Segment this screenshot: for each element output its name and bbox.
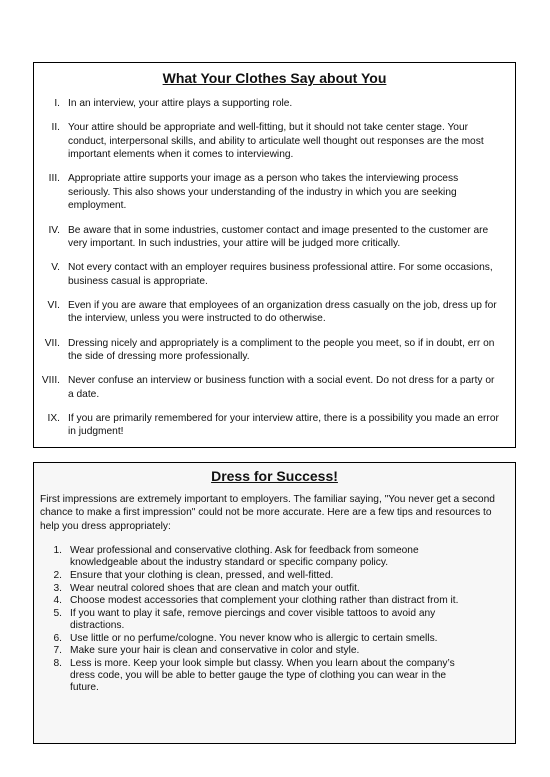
dress-section-title: Dress for Success! — [211, 468, 338, 484]
item-text: If you are primarily remembered for your interview attire, there is a possibility you made an error in judgment! — [68, 413, 499, 438]
item-text: Wear professional and conservative clothing. Ask for feedback from someone knowledgeable about the industry standard or specific company policy. — [70, 545, 419, 569]
item-text: Less is more. Keep your look simple but classy. When you learn about the company’s dress code, you will be able to better gauge the type of clothing you can wear in the future. — [70, 657, 455, 694]
list-item — [34, 545, 515, 569]
list-item — [34, 374, 515, 401]
tips-list — [34, 545, 515, 694]
list-item — [34, 608, 515, 632]
list-item — [34, 337, 515, 364]
item-number: 5. — [53, 607, 62, 619]
clothes-section-title: What Your Clothes Say about You — [162, 70, 387, 86]
item-number: IV. — [48, 224, 60, 236]
list-item — [34, 583, 515, 595]
dress-intro-paragraph: First impressions are extremely important to employers. The familiar saying, "You never get a second chance to make a first impression" could not be more accurate. Here are a few tips and resources to help you dress appropriately: — [40, 494, 495, 532]
list-item — [34, 97, 515, 110]
item-number: 6. — [53, 632, 62, 644]
item-text: Choose modest accessories that complement your clothing rather than distract from it. — [70, 595, 459, 607]
item-number: V. — [51, 262, 60, 274]
list-item — [34, 658, 515, 695]
item-text: Not every contact with an employer requires business professional attire. For some occasions, business casual is appropriate. — [68, 262, 493, 287]
item-text: Wear neutral colored shoes that are clean and match your outfit. — [70, 582, 360, 594]
list-item — [34, 261, 515, 288]
item-text: Use little or no perfume/cologne. You never know who is allergic to certain smells. — [70, 632, 438, 644]
item-number: VII. — [44, 337, 60, 349]
item-number: VI. — [47, 299, 60, 311]
clothes-section-box — [33, 62, 516, 448]
list-item — [34, 121, 515, 161]
item-number: 3. — [53, 582, 62, 594]
item-number: 2. — [53, 570, 62, 582]
item-text: Never confuse an interview or business function with a social event. Do not dress for a party or a date. — [68, 375, 495, 400]
item-number: IX. — [47, 413, 60, 425]
list-item — [34, 224, 515, 251]
item-text: Be aware that in some industries, customer contact and image presented to the customer are very important. In such industries, your attire will be judged more critically. — [68, 224, 489, 249]
item-text: Ensure that your clothing is clean, pressed, and well-fitted. — [70, 570, 334, 582]
list-item — [34, 633, 515, 645]
item-number: I. — [54, 98, 60, 109]
item-number: III. — [48, 173, 60, 185]
item-number: 1. — [53, 545, 62, 557]
item-text: Even if you are aware that employees of an organization dress casually on the job, dress up for the interview, unless you were instructed to do otherwise. — [68, 299, 497, 325]
item-number: 7. — [53, 645, 62, 657]
list-item — [34, 645, 515, 657]
list-item — [34, 595, 515, 607]
item-text: Make sure your hair is clean and conservative in color and style. — [70, 645, 360, 657]
list-item — [34, 172, 515, 212]
clothes-list — [34, 97, 515, 439]
item-text: Your attire should be appropriate and well-fitting, but it should not take center stage. Your conduct, interpersonal skills, and ability to articulate well thought out responses are the most important elements when it comes to interviewing. — [68, 122, 484, 161]
item-number: 4. — [53, 595, 62, 607]
item-text: If you want to play it safe, remove piercings and cover visible tattoos to avoid any distractions. — [70, 607, 436, 631]
item-text: In an interview, your attire plays a supporting role. — [68, 98, 293, 109]
item-text: Dressing nicely and appropriately is a compliment to the people you meet, so if in doubt, err on the side of dressing more professionally. — [68, 337, 495, 363]
item-number: 8. — [53, 657, 62, 669]
list-item — [34, 570, 515, 582]
item-number: VIII. — [41, 375, 60, 387]
item-number: II. — [51, 122, 60, 134]
list-item — [34, 412, 515, 439]
list-item — [34, 299, 515, 326]
item-text: Appropriate attire supports your image as a person who takes the interviewing process seriously. This also shows your understanding of the industry in which you are seeking employment. — [68, 173, 459, 212]
dress-section-box — [33, 462, 516, 744]
